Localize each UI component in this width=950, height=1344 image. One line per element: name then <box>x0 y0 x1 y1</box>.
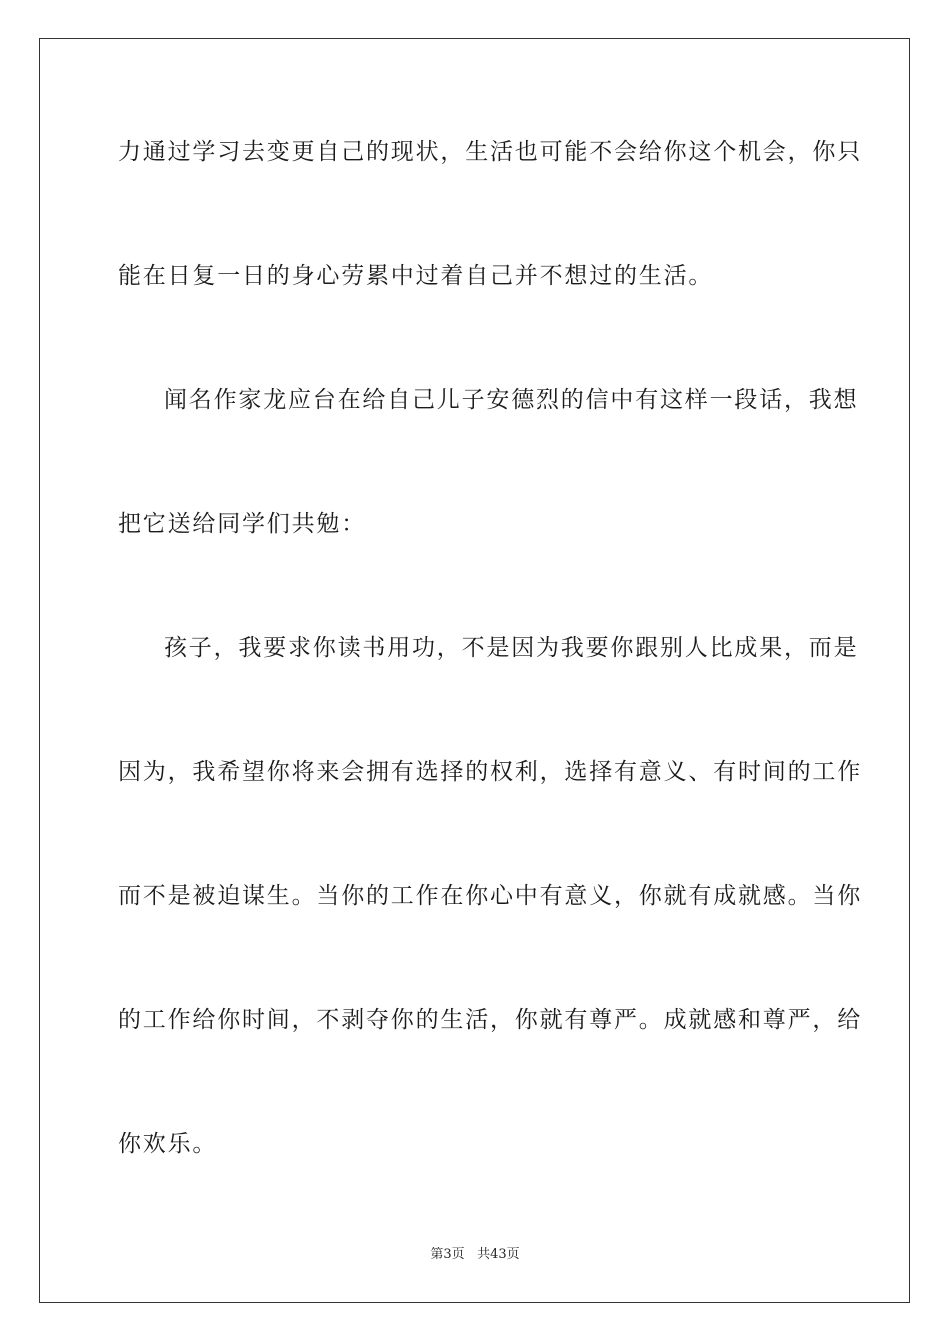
text-line: 而不是被迫谋生。当你的工作在你心中有意义，你就有成就感。当你 <box>118 883 862 909</box>
text-line: 能在日复一日的身心劳累中过着自己并不想过的生活。 <box>118 263 714 289</box>
text-line: 的工作给你时间，不剥夺你的生活，你就有尊严。成就感和尊严，给 <box>118 1007 862 1033</box>
paragraph-start-line: 闻名作家龙应台在给自己儿子安德烈的信中有这样一段话，我想 <box>164 387 859 413</box>
page-footer <box>0 1246 950 1264</box>
text-line: 你欢乐。 <box>118 1131 218 1157</box>
text-line: 力通过学习去变更自己的现状，生活也可能不会给你这个机会，你只 <box>118 139 862 165</box>
page-number: 第3页 <box>430 1247 465 1262</box>
page-border <box>39 38 910 1303</box>
text-line: 因为，我希望你将来会拥有选择的权利，选择有意义、有时间的工作 <box>118 759 862 785</box>
text-line: 把它送给同学们共勉： <box>118 511 366 537</box>
paragraph-start-line: 孩子，我要求你读书用功，不是因为我要你跟别人比成果，而是 <box>164 635 859 661</box>
total-pages: 共43页 <box>477 1247 520 1262</box>
